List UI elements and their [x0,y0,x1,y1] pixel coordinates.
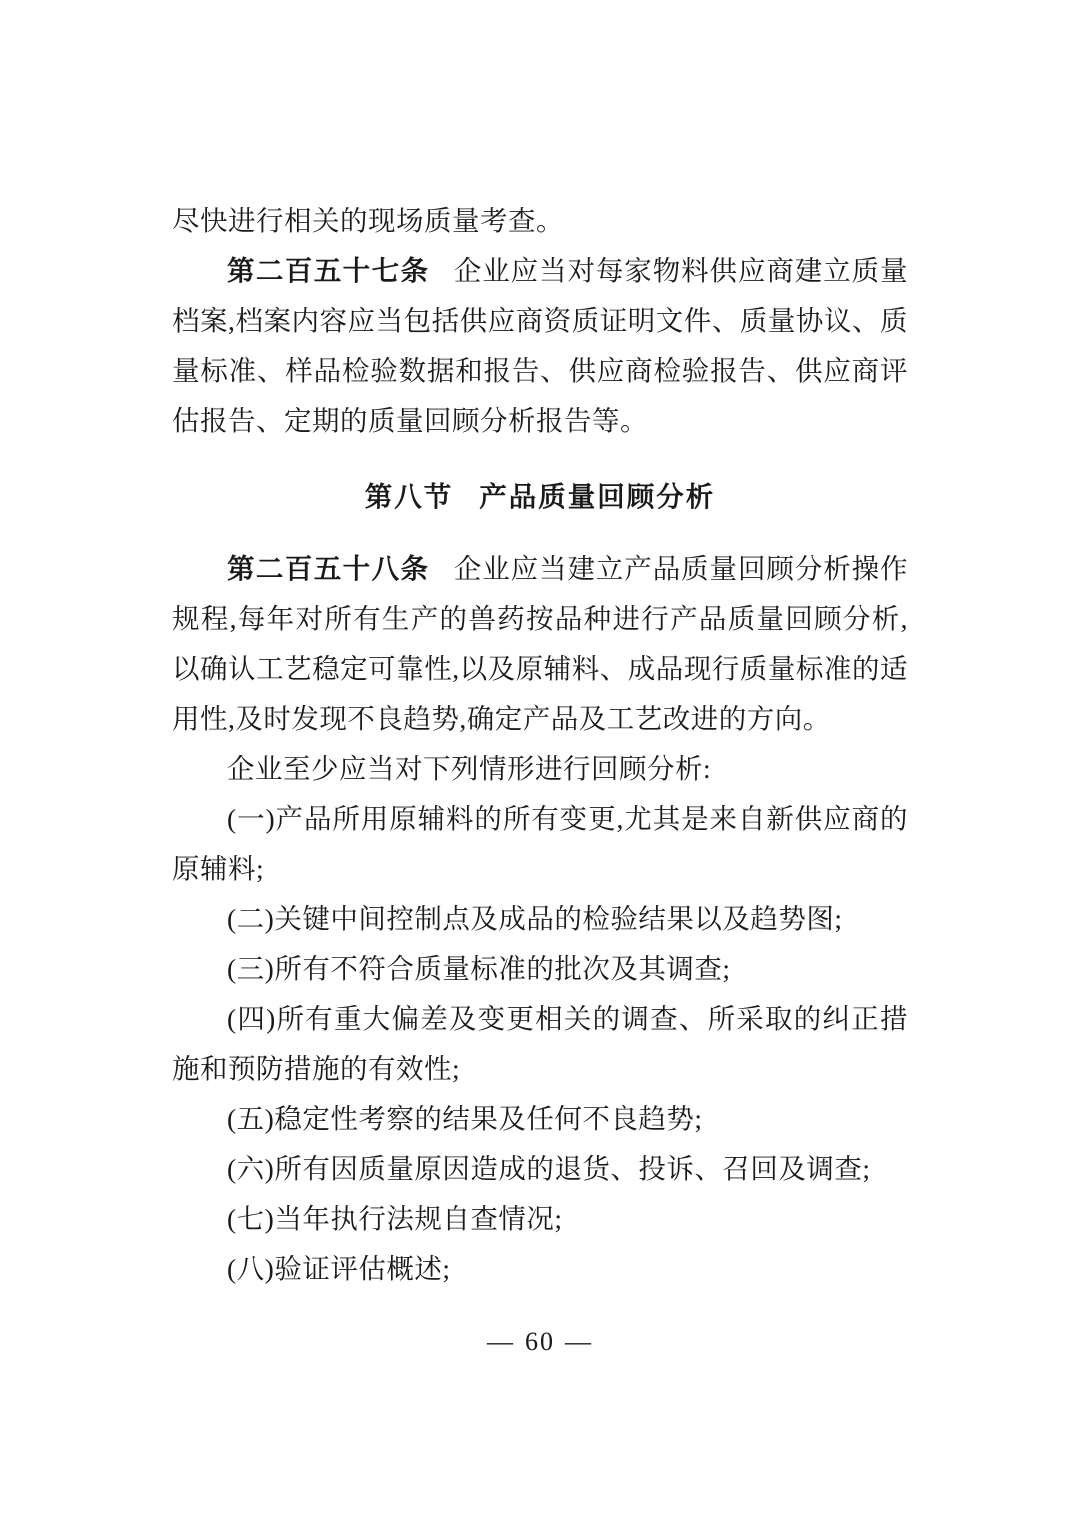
article-label-258: 第二百五十八条 [227,553,430,584]
list-item-2 [172,894,908,944]
page-number: 60 [525,1327,555,1356]
list-item-7-text: (七)当年执行法规自查情况; [227,1203,563,1234]
article-label-257: 第二百五十七条 [227,255,430,286]
list-item-5-text: (五)稳定性考察的结果及任何不良趋势; [227,1103,703,1134]
list-item-2-text: (二)关键中间控制点及成品的检验结果以及趋势图; [227,903,843,934]
list-item-1 [172,794,908,894]
list-item-6-text: (六)所有因质量原因造成的退货、投诉、召回及调查; [227,1153,871,1184]
list-item-8 [172,1244,908,1294]
list-item-4-text: (四)所有重大偏差及变更相关的调查、所采取的纠正措施和预防措施的有效性; [172,1003,908,1084]
section-number: 第八节 [364,481,454,512]
list-item-3-text: (三)所有不符合质量标准的批次及其调查; [227,953,731,984]
list-item-7 [172,1194,908,1244]
list-item-6 [172,1144,908,1194]
footer-dash-left: — [487,1327,515,1356]
article-text-258: 企业应当建立产品质量回顾分析操作规程,每年对所有生产的兽药按品种进行产品质量回顾分析,以确认工艺稳定可靠性,以及原辅料、成品现行质量标准的适用性,及时发现不良趋势,确定产品及工艺改进的方向。 [172,553,909,734]
footer-dash-right: — [565,1327,593,1356]
section-heading [172,472,908,522]
paragraph-lead-in [172,744,908,794]
paragraph-article-257 [172,246,908,446]
section-title: 产品质量回顾分析 [479,481,716,512]
paragraph-continued-text: 尽快进行相关的现场质量考查。 [172,205,564,236]
paragraph-continued [172,196,908,246]
list-item-8-text: (八)验证评估概述; [227,1253,451,1284]
list-item-4 [172,994,908,1094]
lead-in-text: 企业至少应当对下列情形进行回顾分析: [227,753,712,784]
list-item-1-text: (一)产品所用原辅料的所有变更,尤其是来自新供应商的原辅料; [172,803,908,884]
paragraph-article-258 [172,544,908,744]
article-text-257: 企业应当对每家物料供应商建立质量档案,档案内容应当包括供应商资质证明文件、质量协议、质量标准、样品检验数据和报告、供应商检验报告、供应商评估报告、定期的质量回顾分析报告等。 [172,255,909,436]
list-item-3 [172,944,908,994]
list-item-5 [172,1094,908,1144]
page-footer [0,1327,1080,1357]
